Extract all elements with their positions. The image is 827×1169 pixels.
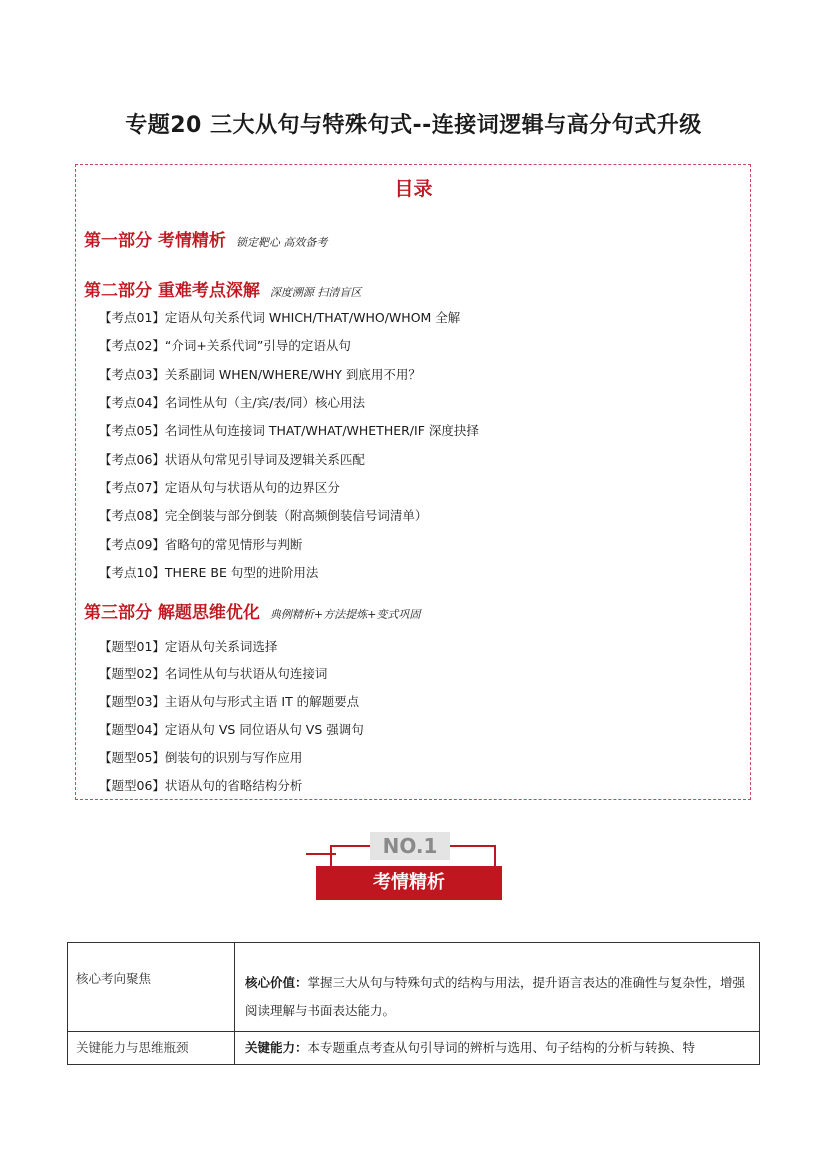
row-label: 核心考向聚焦: [68, 943, 235, 1032]
part2-heading[interactable]: [84, 276, 361, 301]
row-text: 本专题重点考查从句引导词的辨析与选用、句子结构的分析与转换、特: [307, 1040, 696, 1055]
toc-item-kaodian-02[interactable]: 【考点02】“介词+关系代词”引导的定语从句: [99, 338, 351, 353]
toc-item-tixing-06[interactable]: 【题型06】状语从句的省略结构分析: [99, 778, 303, 793]
row-content: [235, 943, 760, 1032]
badge-label: 考情精析: [316, 866, 502, 900]
toc-heading: 目录: [394, 178, 433, 200]
part2-title: 第二部分 重难考点深解: [84, 281, 260, 301]
part3-heading[interactable]: [84, 598, 420, 623]
toc-item-tixing-04[interactable]: 【题型04】定语从句 VS 同位语从句 VS 强调句: [99, 722, 364, 737]
row-lead: 核心价值：: [245, 975, 308, 990]
part3-title: 第三部分 解题思维优化: [84, 603, 260, 623]
row-label: 关键能力与思维瓶颈: [68, 1032, 235, 1065]
badge-number: NO.1: [370, 832, 450, 860]
row-text: 掌握三大从句与特殊句式的结构与用法，提升语言表达的准确性与复杂性，增强阅读理解与书面表达能力。: [245, 975, 746, 1018]
toc-item-kaodian-10[interactable]: 【考点10】THERE BE 句型的进阶用法: [99, 565, 319, 580]
toc-item-kaodian-05[interactable]: 【考点05】名词性从句连接词 THAT/WHAT/WHETHER/IF 深度抉择: [99, 423, 479, 438]
toc-item-kaodian-09[interactable]: 【考点09】省略句的常见情形与判断: [99, 537, 303, 552]
row-lead: 关键能力：: [245, 1040, 308, 1055]
toc-item-kaodian-07[interactable]: 【考点07】定语从句与状语从句的边界区分: [99, 480, 340, 495]
badge-line-right: [450, 845, 494, 847]
toc-item-tixing-03[interactable]: 【题型03】主语从句与形式主语 IT 的解题要点: [99, 694, 360, 709]
part3-subtitle: 典例精析+方法提炼+变式巩固: [269, 608, 421, 621]
page-title: 专题20 三大从句与特殊句式--连接词逻辑与高分句式升级: [125, 113, 702, 138]
part1-heading[interactable]: [84, 226, 327, 251]
info-table: [67, 942, 760, 1065]
toc-item-tixing-01[interactable]: 【题型01】定语从句关系词选择: [99, 639, 278, 654]
badge-line-left: [330, 845, 370, 847]
toc-item-kaodian-06[interactable]: 【考点06】状语从句常见引导词及逻辑关系匹配: [99, 452, 365, 467]
toc-item-kaodian-03[interactable]: 【考点03】关系副词 WHEN/WHERE/WHY 到底用不用？: [99, 367, 421, 382]
toc-item-kaodian-08[interactable]: 【考点08】完全倒装与部分倒装（附高频倒装信号词清单）: [99, 508, 428, 523]
table-row: [68, 1032, 760, 1065]
toc-item-tixing-02[interactable]: 【题型02】名词性从句与状语从句连接词: [99, 666, 328, 681]
badge-line-far-left: [306, 853, 336, 855]
part2-subtitle: 深度溯源 扫清盲区: [269, 286, 362, 299]
part1-subtitle: 锁定靶心 高效备考: [235, 236, 328, 249]
toc-item-kaodian-04[interactable]: 【考点04】名词性从句（主/宾/表/同）核心用法: [99, 395, 366, 410]
toc-item-tixing-05[interactable]: 【题型05】倒装句的识别与写作应用: [99, 750, 303, 765]
table-row: [68, 943, 760, 1032]
toc-item-kaodian-01[interactable]: 【考点01】定语从句关系代词 WHICH/THAT/WHO/WHOM 全解: [99, 310, 461, 325]
row-content: [235, 1032, 760, 1065]
section-badge: [306, 828, 506, 906]
part1-title: 第一部分 考情精析: [84, 231, 226, 251]
